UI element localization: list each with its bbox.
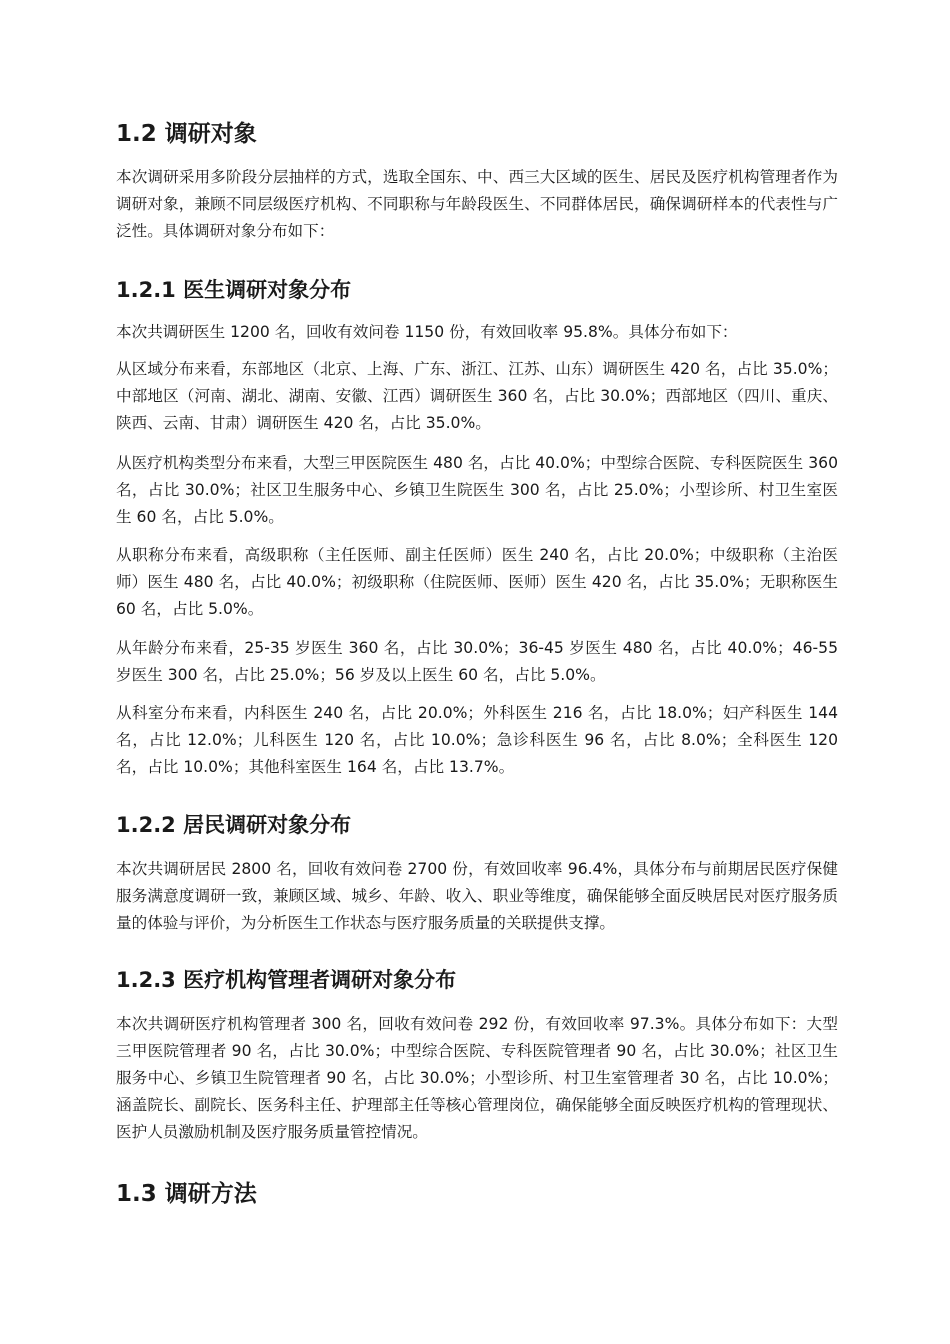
manager-survey-body: 本次共调研医疗机构管理者 300 名，回收有效问卷 292 份，有效回收率 97.3%。具体分布如下：大型三甲医院管理者 90 名，占比 30.0%；中型综合医院、专科医院管理者 90 名，占比 30.0%；社区卫生服务中心、乡镇卫生院管理者 90 名，占比 30.0%；小型诊所、村卫生室管理者 30 名，占比 10.0%；涵盖院长、副院长、医务科主任、护理部主任等核心管理岗位，确保能够全面反映医疗机构的管理现状、医护人员激励机制及医疗服务质量管控情况。 (116, 1015, 838, 1141)
doctor-region-distribution: 从区域分布来看，东部地区（北京、上海、广东、浙江、江苏、山东）调研医生 420 名，占比 35.0%；中部地区（河南、湖北、湖南、安徽、江西）调研医生 360 名，占比 30.0%；西部地区（四川、重庆、陕西、云南、甘肃）调研医生 420 名，占比 35.0%。 (116, 360, 838, 432)
section-heading-1-2-1: 1.2.1 医生调研对象分布 (116, 278, 352, 302)
doctor-institution-distribution: 从医疗机构类型分布来看，大型三甲医院医生 480 名，占比 40.0%；中型综合医院、专科医院医生 360 名，占比 30.0%；社区卫生服务中心、乡镇卫生院医生 300 名，占比 25.0%；小型诊所、村卫生室医生 60 名，占比 5.0%。 (116, 454, 838, 526)
resident-survey-body: 本次共调研居民 2800 名，回收有效问卷 2700 份，有效回收率 96.4%，具体分布与前期居民医疗保健服务满意度调研一致，兼顾区域、城乡、年龄、收入、职业等维度，确保能够全面反映居民对医疗服务质量的体验与评价，为分析医生工作状态与医疗服务质量的关联提供支撑。 (116, 860, 838, 932)
doctor-title-distribution: 从职称分布来看，高级职称（主任医师、副主任医师）医生 240 名，占比 20.0%；中级职称（主治医师）医生 480 名，占比 40.0%；初级职称（住院医师、医师）医生 420 名，占比 35.0%；无职称医生 60 名，占比 5.0%。 (116, 546, 838, 618)
section-heading-1-2: 1.2 调研对象 (116, 121, 257, 147)
section-1-2-intro: 本次调研采用多阶段分层抽样的方式，选取全国东、中、西三大区域的医生、居民及医疗机构管理者作为调研对象，兼顾不同层级医疗机构、不同职称与年龄段医生、不同群体居民，确保调研样本的代表性与广泛性。具体调研对象分布如下： (116, 168, 838, 240)
section-heading-1-2-3: 1.2.3 医疗机构管理者调研对象分布 (116, 968, 457, 992)
section-heading-1-2-2: 1.2.2 居民调研对象分布 (116, 813, 352, 837)
doctor-survey-summary: 本次共调研医生 1200 名，回收有效问卷 1150 份，有效回收率 95.8%。具体分布如下： (116, 323, 738, 341)
doctor-department-distribution: 从科室分布来看，内科医生 240 名，占比 20.0%；外科医生 216 名，占比 18.0%；妇产科医生 144 名，占比 12.0%；儿科医生 120 名，占比 10.0%；急诊科医生 96 名，占比 8.0%；全科医生 120 名，占比 10.0%；其他科室医生 164 名，占比 13.7%。 (116, 704, 838, 776)
doctor-age-distribution: 从年龄分布来看，25-35 岁医生 360 名，占比 30.0%；36-45 岁医生 480 名，占比 40.0%；46-55 岁医生 300 名，占比 25.0%；56 岁及以上医生 60 名，占比 5.0%。 (116, 639, 838, 684)
section-heading-1-3: 1.3 调研方法 (116, 1181, 257, 1207)
